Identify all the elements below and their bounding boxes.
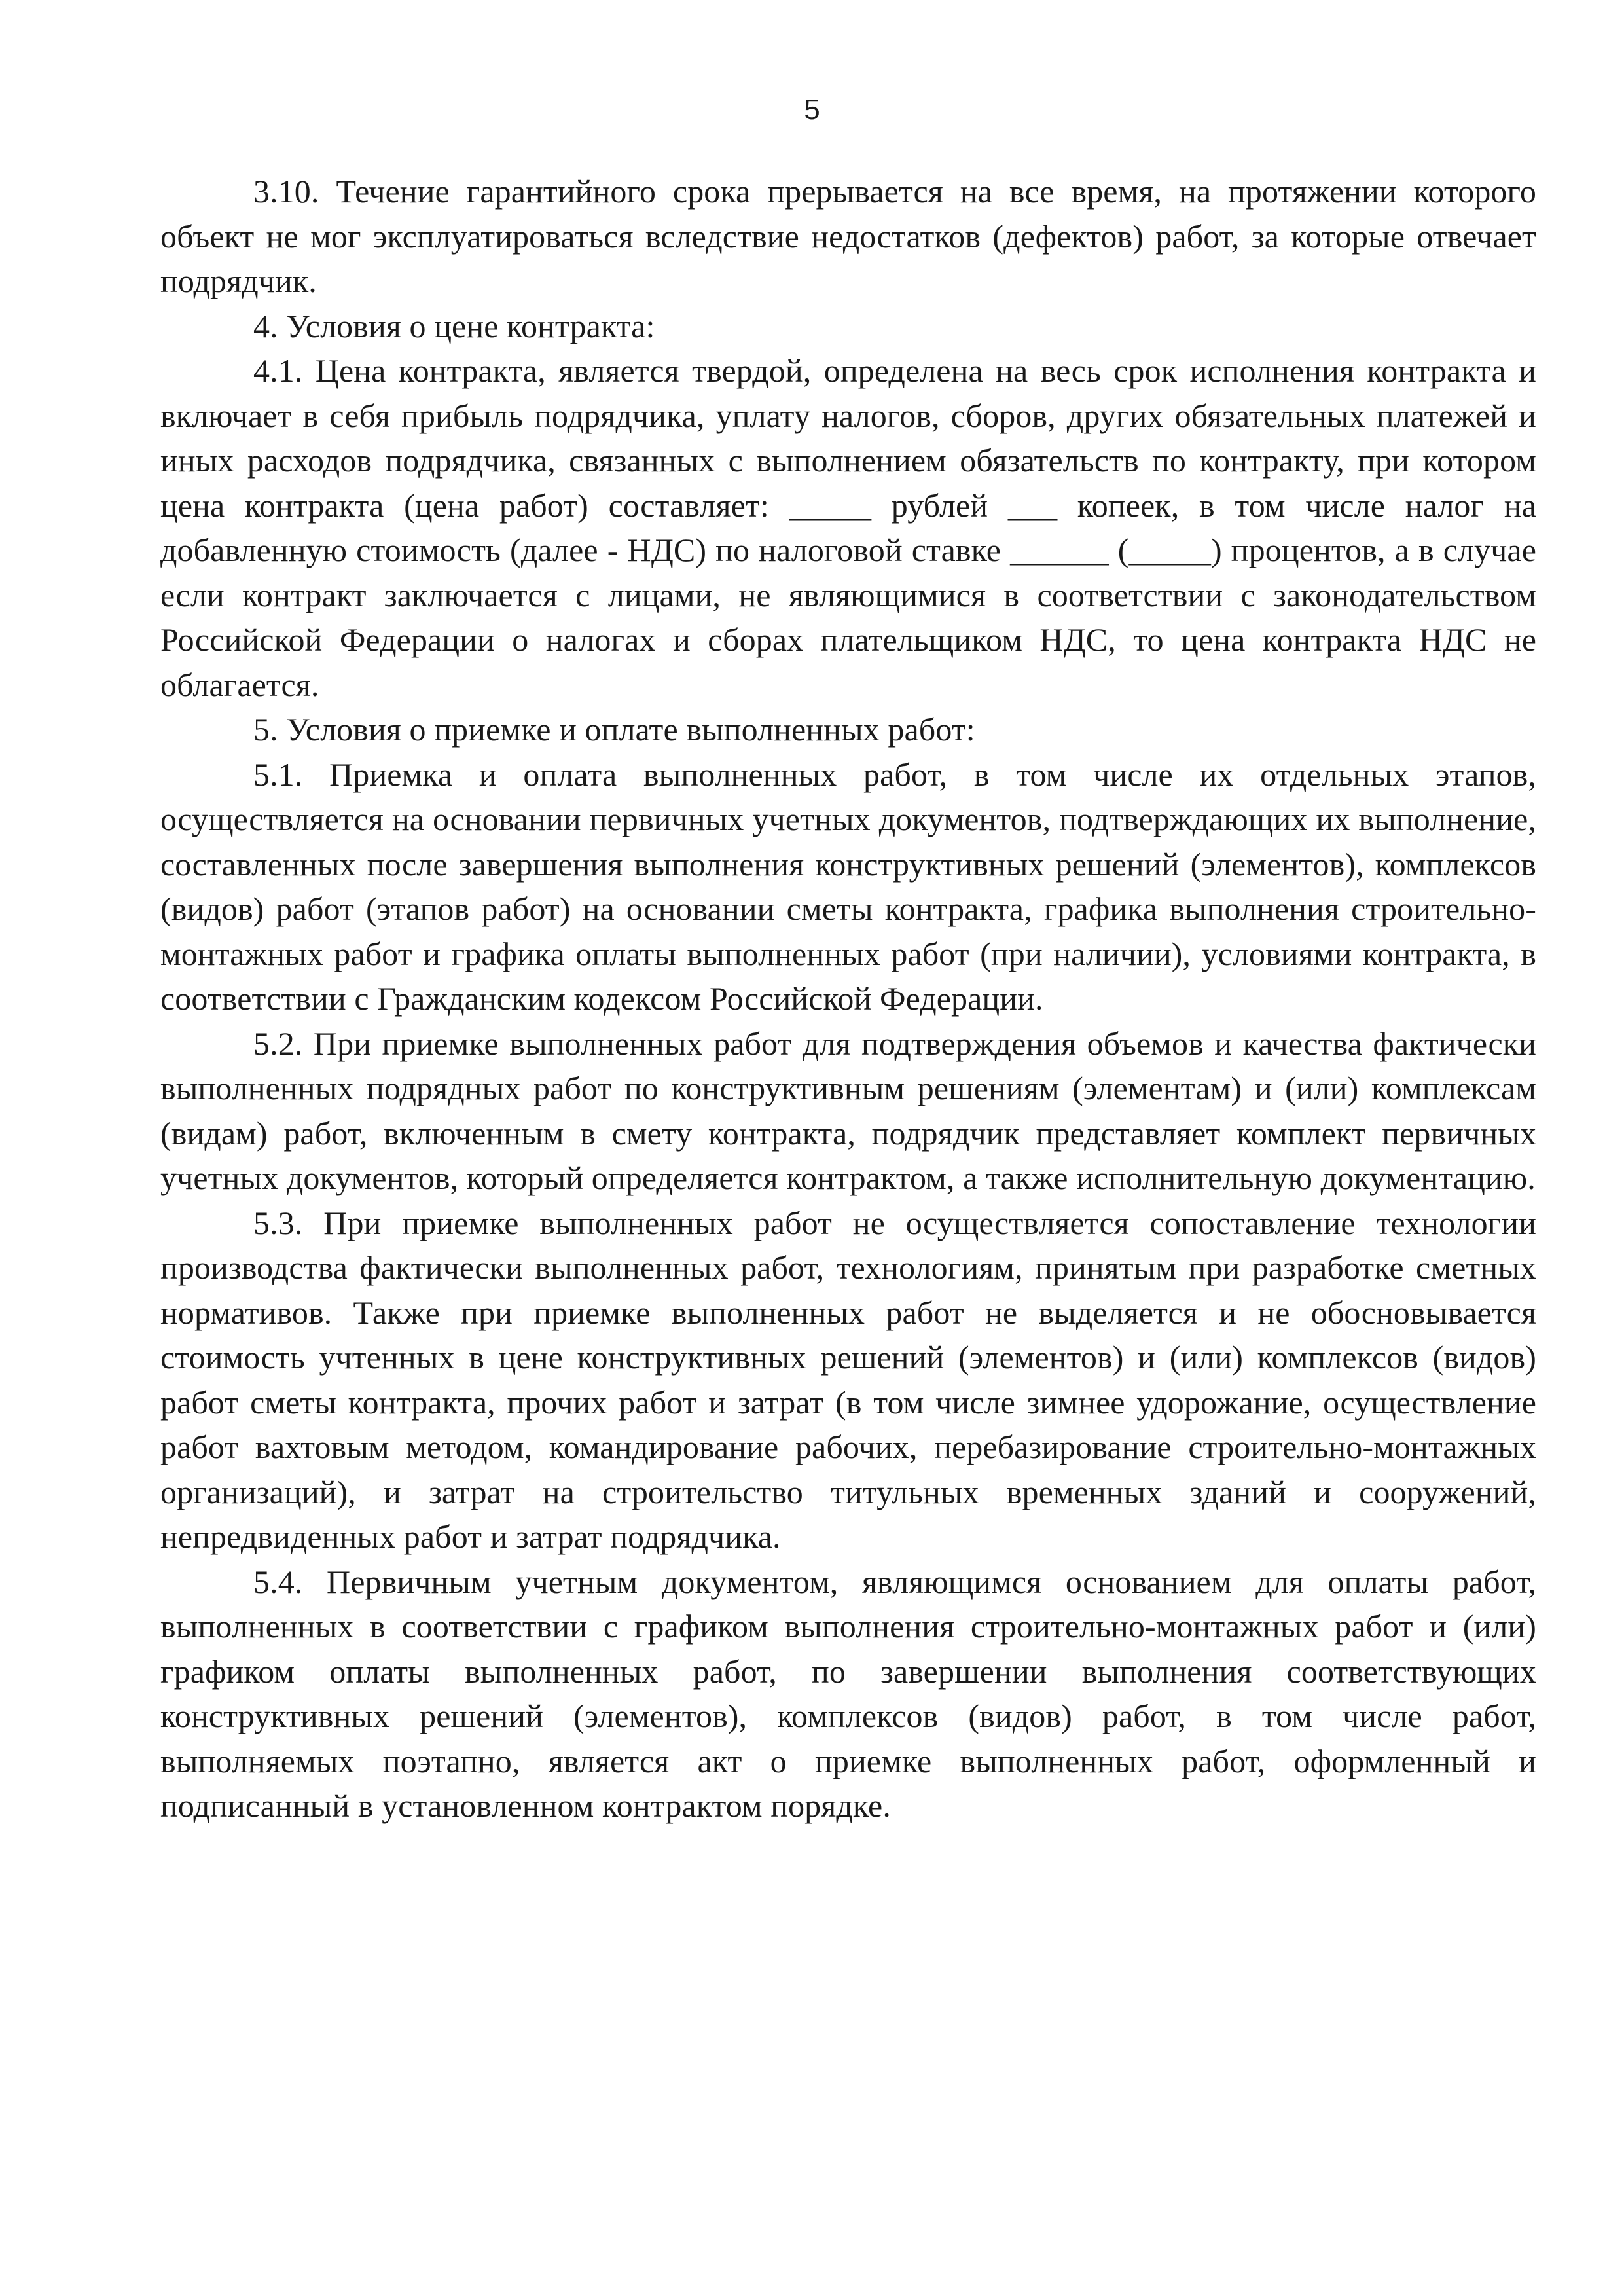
page-number: 5 [804,94,820,126]
section-heading-4: 4. Условия о цене контракта: [253,307,655,344]
paragraph-5-4: 5.4. Первичным учетным документом, являющимся основанием для оплаты работ, выполненных в соответствии с графиком выполнения строительно-монтажных работ и (или) графиком оплаты выполненных работ, по завершении выполнения соответствующих конструктивных решений (элементов), комплексов (видов) работ, в том числе работ, выполняемых поэтапно, является акт о приемке выполненных работ, оформленный и подписанный в установленном контрактом порядке. [160,1563,1536,1824]
paragraph-5-3: 5.3. При приемке выполненных работ не осуществляется сопоставление технологии производства фактически выполненных работ, технологиям, принятым при разработке сметных нормативов. Также при приемке выполненных работ не выделяется и не обосновывается стоимость учтенных в цене конструктивных решений (элементов) и (или) комплексов (видов) работ сметы контракта, прочих работ и затрат (в том числе зимнее удорожание, осуществление работ вахтовым методом, командирование рабочих, перебазирование строительно-монтажных организаций), и затрат на строительство титульных временных зданий и сооружений, непредвиденных работ и затрат подрядчика. [160,1204,1536,1555]
paragraph-4-1: 4.1. Цена контракта, является твердой, определена на весь срок исполнения контракта и включает в себя прибыль подрядчика, уплату налогов, сборов, других обязательных платежей и иных расходов подрядчика, связанных с выполнением обязательств по контракту, при котором цена контракта (цена работ) составляет: _____ рублей ___ копеек, в том числе налог на добавленную стоимость (далее - НДС) по налоговой ставке ______ (_____) процентов, а в случае если контракт заключается с лицами, не являющимися в соответствии с законодательством Российской Федерации о налогах и сборах плательщиком НДС, то цена контракта НДС не облагается. [160,352,1536,703]
paragraph-5-1: 5.1. Приемка и оплата выполненных работ, в том числе их отдельных этапов, осуществляется на основании первичных учетных документов, подтверждающих их выполнение, составленных после завершения выполнения конструктивных решений (элементов), комплексов (видов) работ (этапов работ) на основании сметы контракта, графика выполнения строительно-монтажных работ и графика оплаты выполненных работ (при наличии), условиями контракта, в соответствии с Гражданским кодексом Российской Федерации. [160,756,1536,1017]
document-body [160,169,1536,1829]
paragraph-5-2: 5.2. При приемке выполненных работ для подтверждения объемов и качества фактически выполненных подрядных работ по конструктивным решениям (элементам) и (или) комплексам (видам) работ, включенным в смету контракта, подрядчик представляет комплект первичных учетных документов, который определяется контрактом, а также исполнительную документацию. [160,1025,1536,1196]
section-heading-5: 5. Условия о приемке и оплате выполненных работ: [253,711,975,748]
paragraph-3-10: 3.10. Течение гарантийного срока прерывается на все время, на протяжении которого объект не мог эксплуатироваться вследствие недостатков (дефектов) работ, за которые отвечает подрядчик. [160,173,1536,299]
